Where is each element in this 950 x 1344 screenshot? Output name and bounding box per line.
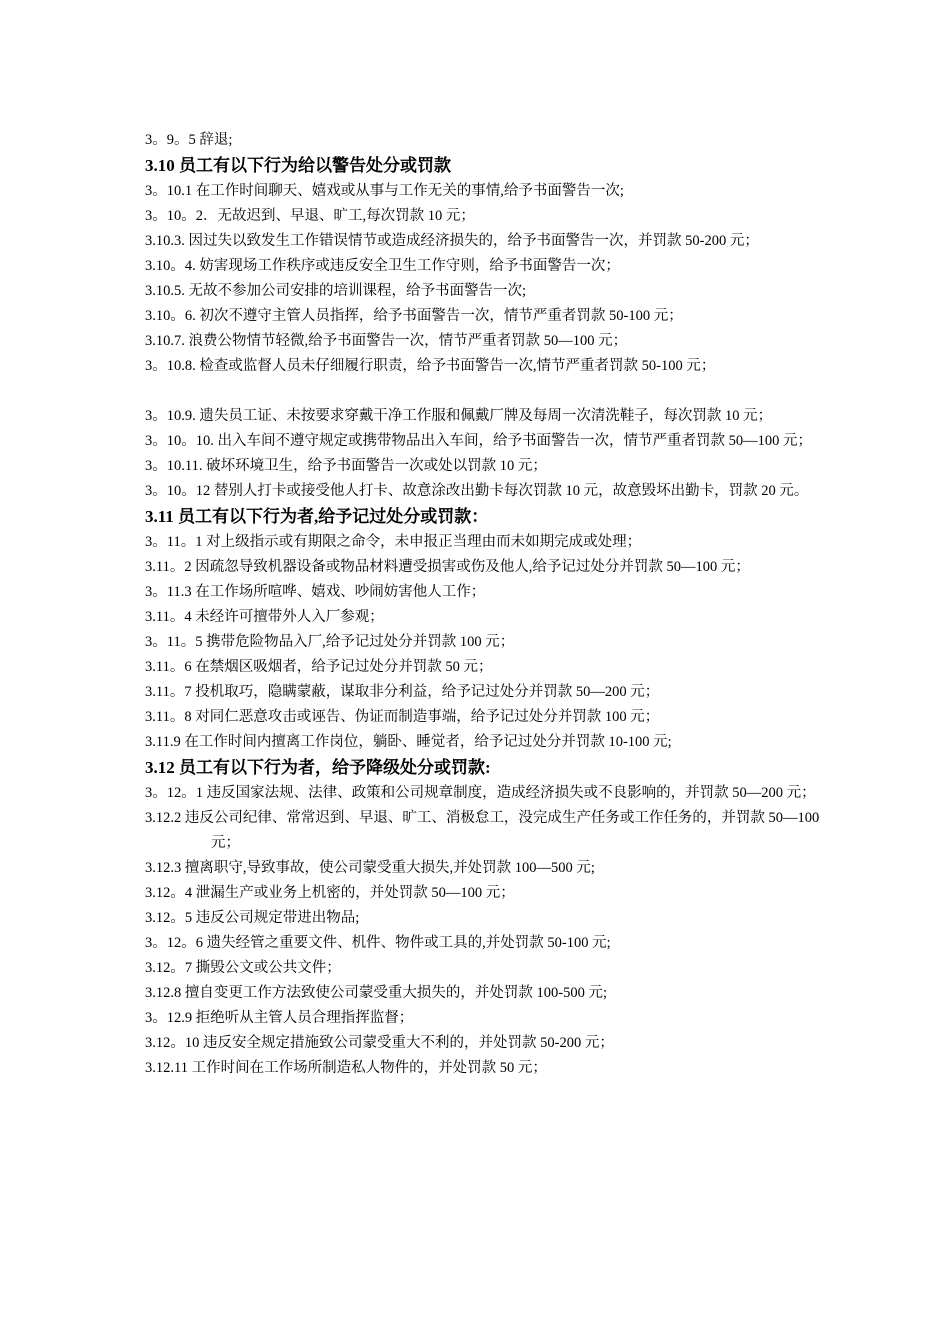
clause-item: 3.12.8 擅自变更工作方法致使公司蒙受重大损失的，并处罚款 100-500 元; bbox=[145, 985, 607, 1001]
clause-item: 3.12.11 工作时间在工作场所制造私人物件的，并处罚款 50 元； bbox=[145, 1060, 547, 1076]
clause-item: 3.10.7. 浪费公物情节轻微,给予书面警告一次，情节严重者罚款 50—100 元； bbox=[145, 333, 628, 349]
document-body bbox=[145, 128, 825, 1081]
clause-item: 3.10.3. 因过失以致发生工作错误情节或造成经济损失的，给予书面警告一次，并罚款 50-200 元； bbox=[145, 233, 759, 249]
clause-item: 3。10.11. 破坏环境卫生，给予书面警告一次或处以罚款 10 元； bbox=[145, 458, 547, 474]
clause-item: 3。10。2．无故迟到、早退、旷工,每次罚款 10 元； bbox=[145, 208, 475, 224]
clause-item: 3。10。12 替别人打卡或接受他人打卡、故意涂改出勤卡每次罚款 10 元，故意毁坏出勤卡，罚款 20 元。 bbox=[145, 483, 809, 499]
clause-item: 3。12。6 遗失经管之重要文件、机件、物件或工具的,并处罚款 50-100 元; bbox=[145, 935, 611, 951]
clause-item: 3。10。10. 出入车间不遵守规定或携带物品出入车间，给予书面警告一次，情节严重者罚款 50—100 元； bbox=[145, 433, 812, 449]
clause-item: 3.11。8 对同仁恶意攻击或诬告、伪证而制造事端，给予记过处分并罚款 100 元； bbox=[145, 709, 660, 725]
clause-item: 3.12。10 违反安全规定措施致公司蒙受重大不利的，并处罚款 50-200 元； bbox=[145, 1035, 614, 1051]
clause-item: 3.10.5. 无故不参加公司安排的培训课程，给予书面警告一次; bbox=[145, 283, 527, 299]
clause-item: 3.11.9 在工作时间内擅离工作岗位，躺卧、睡觉者，给予记过处分并罚款 10-100 元; bbox=[145, 734, 672, 750]
clause-item: 3.10。6. 初次不遵守主管人员指挥，给予书面警告一次，情节严重者罚款 50-100 元； bbox=[145, 308, 683, 324]
clause-item: 3。10.8. 检查或监督人员未仔细履行职责，给予书面警告一次,情节严重者罚款 50-100 元； bbox=[145, 358, 716, 374]
clause-item: 3.11。2 因疏忽导致机器设备或物品材料遭受损害或伤及他人,给予记过处分并罚款 50—100 元； bbox=[145, 559, 750, 575]
clause-item: 3。11.3 在工作场所喧哗、嬉戏、吵闹妨害他人工作； bbox=[145, 584, 486, 600]
clause-item: 3。11。1 对上级指示或有期限之命令，未申报正当理由而未如期完成或处理； bbox=[145, 534, 642, 550]
clause-item: 3。11。5 携带危险物品入厂,给予记过处分并罚款 100 元； bbox=[145, 634, 515, 650]
section-heading: 3.10 员工有以下行为给以警告处分或罚款 bbox=[145, 156, 451, 175]
clause-item: 3.11。6 在禁烟区吸烟者，给予记过处分并罚款 50 元； bbox=[145, 659, 493, 675]
clause-item: 3。12。1 违反国家法规、法律、政策和公司规章制度，造成经济损失或不良影响的，并罚款 50—200 元； bbox=[145, 785, 816, 801]
section-heading: 3.11 员工有以下行为者,给予记过处分或罚款： bbox=[145, 507, 489, 526]
clause-item: 3.12。5 违反公司规定带进出物品; bbox=[145, 910, 360, 926]
clause-item: 3.12.2 违反公司纪律、常常迟到、早退、旷工、消极怠工，没完成生产任务或工作任务的，并罚款 50—100 元； bbox=[145, 810, 820, 851]
clause-item: 3。10.9. 遗失员工证、未按要求穿戴干净工作服和佩戴厂牌及每周一次清洗鞋子，每次罚款 10 元； bbox=[145, 408, 773, 424]
clause-item: 3.11。7 投机取巧，隐瞒蒙蔽，谋取非分利益，给予记过处分并罚款 50—200 元； bbox=[145, 684, 660, 700]
clause-item: 3.12。7 撕毁公文或公共文件； bbox=[145, 960, 341, 976]
clause-item: 3。9。5 辞退; bbox=[145, 132, 233, 148]
clause-item: 3。12.9 拒绝听从主管人员合理指挥监督； bbox=[145, 1010, 414, 1026]
clause-item: 3.12。4 泄漏生产或业务上机密的，并处罚款 50—100 元； bbox=[145, 885, 515, 901]
clause-item: 3.12.3 擅离职守,导致事故，使公司蒙受重大损失,并处罚款 100—500 元; bbox=[145, 860, 595, 876]
section-heading: 3.12 员工有以下行为者，给予降级处分或罚款: bbox=[145, 758, 491, 777]
clause-item: 3.11。4 未经许可擅带外人入厂参观； bbox=[145, 609, 384, 625]
blank-line bbox=[145, 379, 825, 404]
clause-item: 3.10。4. 妨害现场工作秩序或违反安全卫生工作守则，给予书面警告一次； bbox=[145, 258, 620, 274]
clause-item: 3。10.1 在工作时间聊天、嬉戏或从事与工作无关的事情,给予书面警告一次; bbox=[145, 183, 624, 199]
